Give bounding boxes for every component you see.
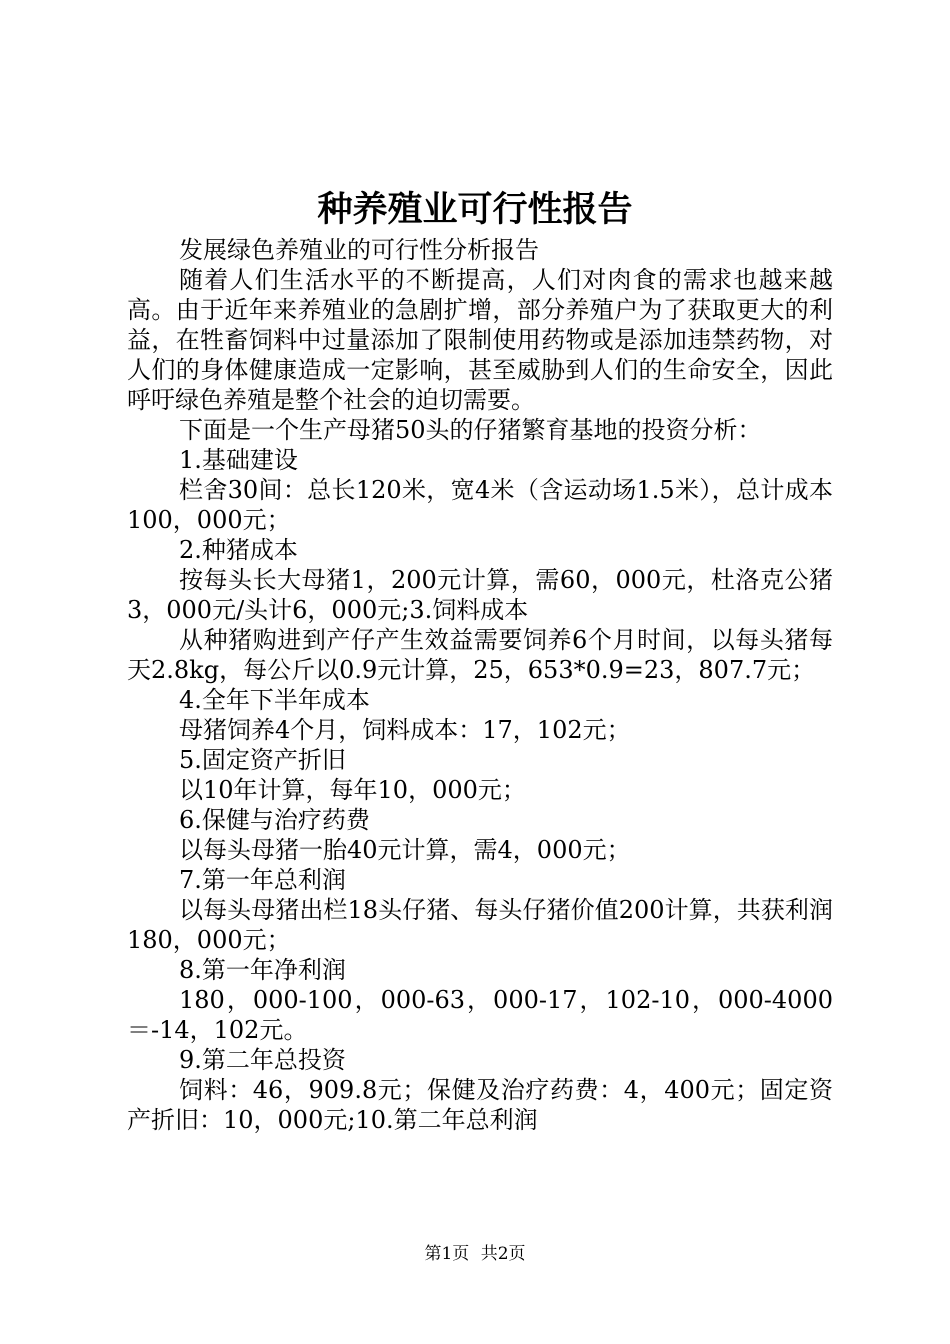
paragraph: 栏舍30间：总长120米，宽4米（含运动场1.5米），总计成本100，000元； <box>127 476 833 534</box>
section-heading: 5.固定资产折旧 <box>179 746 346 774</box>
section-heading: 1.基础建设 <box>179 446 298 474</box>
paragraph: 母猪饲养4个月，饲料成本：17，102元； <box>179 716 631 744</box>
page-total: 共2页 <box>480 1244 526 1264</box>
section-heading: 8.第一年净利润 <box>179 956 346 984</box>
section-heading: 7.第一年总利润 <box>179 866 346 894</box>
document-body <box>127 235 833 1135</box>
paragraph: 按每头长大母猪1，200元计算，需60，000元，杜洛克公猪3，000元/头计6，000元;3.饲料成本 <box>127 566 833 624</box>
page-title: 种养殖业可行性报告 <box>317 189 633 230</box>
section-heading: 6.保健与治疗药费 <box>179 806 370 834</box>
paragraph-analysis-lead: 下面是一个生产母猪50头的仔猪繁育基地的投资分析： <box>179 416 762 444</box>
paragraph: 以每头母猪出栏18头仔猪、每头仔猪价值200计算，共获利润180，000元； <box>127 896 833 954</box>
paragraph-intro: 随着人们生活水平的不断提高，人们对肉食的需求也越来越高。由于近年来养殖业的急剧扩增，部分养殖户为了获取更大的利益，在牲畜饲料中过量添加了限制使用药物或是添加违禁药物，对人们的身体健康造成一定影响，甚至威胁到人们的生命安全，因此呼吁绿色养殖是整个社会的迫切需要。 <box>127 266 833 414</box>
page-footer <box>0 1242 950 1266</box>
paragraph: 从种猪购进到产仔产生效益需要饲养6个月时间，以每头猪每天2.8kg，每公斤以0.9元计算，25，653*0.9=23，807.7元； <box>127 626 833 684</box>
section-heading: 4.全年下半年成本 <box>179 686 370 714</box>
section-heading: 2.种猪成本 <box>179 536 298 564</box>
paragraph: 以10年计算，每年10，000元； <box>179 776 526 804</box>
paragraph: 饲料：46，909.8元；保健及治疗药费：4，400元；固定资产折旧：10，000元;10.第二年总利润 <box>127 1076 833 1134</box>
paragraph: 以每头母猪一胎40元计算，需4，000元； <box>179 836 631 864</box>
page-number: 第1页 <box>424 1244 470 1264</box>
paragraph: 180，000-100，000-63，000-17，102-10，000-4000＝-14，102元。 <box>127 986 833 1044</box>
paragraph-subtitle: 发展绿色养殖业的可行性分析报告 <box>179 236 539 264</box>
section-heading: 9.第二年总投资 <box>179 1046 346 1074</box>
